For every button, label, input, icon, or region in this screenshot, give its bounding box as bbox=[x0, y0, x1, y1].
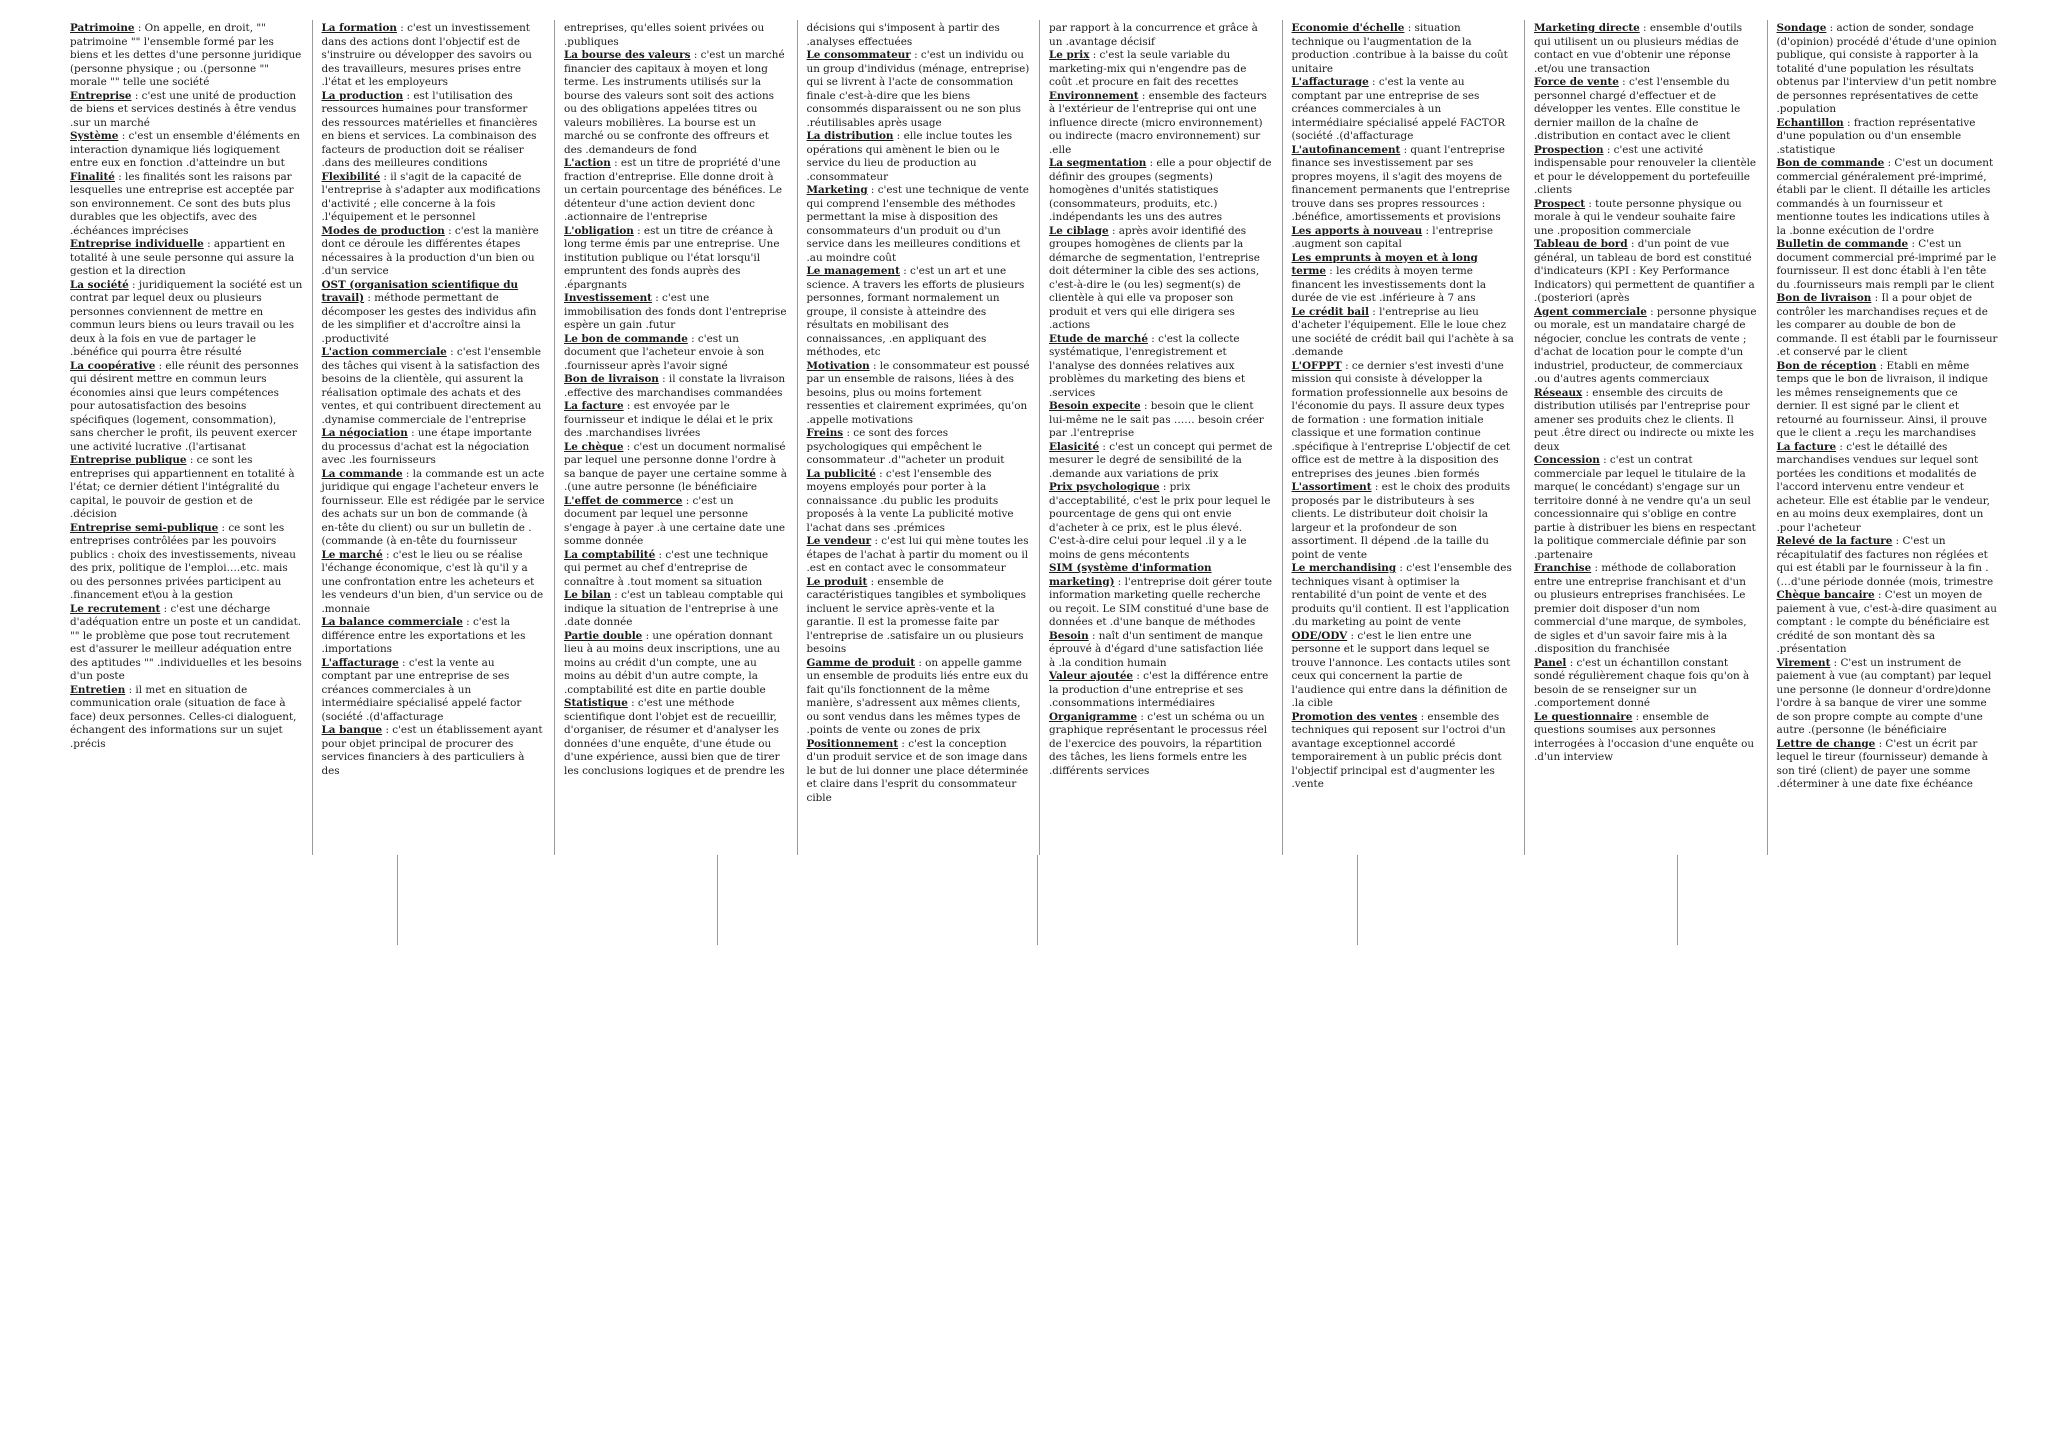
glossary-definition: : c'est un marché financier des capitaux à moyen et long terme. Les instruments utilisés sur la bourse des valeurs sont soit des actions ou des obligations appelées titres ou valeurs mobilières. La bourse est un marché ou se confronte des offreurs et des .demandeurs de fond bbox=[564, 49, 785, 156]
glossary-entry bbox=[1777, 22, 2002, 117]
glossary-entry bbox=[1049, 441, 1273, 482]
glossary-column bbox=[1040, 20, 1283, 855]
glossary-term: La société bbox=[70, 278, 129, 291]
glossary-term: Agent commerciale bbox=[1534, 305, 1647, 318]
glossary-definition: : après avoir identifié des groupes homogènes de clients par la démarche de segmentation, l'entreprise doit déterminer la cible des ses actions, c'est-à-dire le (ou les) segment(s) de clientèle à qui elle va proposer son produit et vers qui elle dirigera ses .actions bbox=[1049, 224, 1260, 331]
glossary-entry bbox=[1049, 670, 1273, 711]
glossary-definition: : c'est un ensemble d'éléments en interaction dynamique liés logiquement entre eux en fonction .d'atteindre un but bbox=[70, 130, 300, 169]
glossary-definition: : ensemble de caractéristiques tangibles et symboliques incluent le service après-vente et la garantie. Il est la promesse faite par l'entreprise de .satisfaire un ou plusieurs besoins bbox=[806, 575, 1026, 655]
glossary-entry bbox=[564, 333, 788, 374]
glossary-term: Le produit bbox=[806, 575, 868, 588]
glossary-definition: : c'est la conception d'un produit service et de son image dans le but de lui donner une place déterminée et claire dans l'esprit du consommateur cible bbox=[806, 737, 1029, 804]
glossary-term: Economie d'échelle bbox=[1291, 22, 1405, 34]
glossary-entry bbox=[1777, 238, 2002, 292]
glossary-definition: : Etabli en même temps que le bon de livraison, il indique les mêmes renseignements que ce dernier. Il est signé par le client et retourné au fournisseur. Ainsi, il prouve que le client a .reçu les marchandises bbox=[1776, 359, 1988, 439]
glossary-definition: : c'est la manière dont ce déroule les différentes étapes nécessaires à la production d'un bien ou .d'un service bbox=[321, 224, 539, 277]
glossary-term: ODE/ODV bbox=[1291, 629, 1348, 642]
glossary-entry bbox=[564, 22, 788, 49]
glossary-term: Les emprunts à moyen et à long terme bbox=[1291, 251, 1478, 277]
glossary-definition: : c'est l'ensemble du personnel chargé d'effectuer et de développer les ventes. Elle constitue le dernier maillon de la chaîne de .distribution en contact avec le client bbox=[1534, 76, 1741, 142]
glossary-term: Le management bbox=[806, 265, 900, 277]
glossary-entry bbox=[322, 346, 546, 427]
glossary-definition: : ensemble des facteurs à l'extérieur de l'entreprise qui ont une influence directe (micro environnement) ou indirecte (macro environnement) sur .elle bbox=[1049, 89, 1267, 156]
glossary-definition: : c'est le lien entre une personne et le support dans lequel se trouve l'annonce. Les contacts utiles sont ceux qui concernent la partie de l'audience qui entre dans la définition de .la cible bbox=[1291, 629, 1511, 709]
glossary-definition: : l'entreprise .augment son capital bbox=[1291, 224, 1493, 250]
glossary-definition: : c'est une unité de production de biens et services destinés à être vendus .sur un marché bbox=[70, 89, 297, 129]
glossary-definition: : c'est un échantillon constant sondé régulièrement chaque fois qu'on à besoin de se renseigner sur un .comportement donné bbox=[1534, 656, 1750, 709]
glossary-term: SIM (système d'information marketing) bbox=[1049, 562, 1212, 588]
divider-line bbox=[397, 855, 398, 945]
glossary-entry bbox=[1534, 454, 1758, 562]
glossary-definition: : personne physique ou morale, est un mandataire chargé de négocier, conclue les contrats de vente ; d'achat de location pour le compte d'un industriel, producteur, de commerciaux .ou d'autres agents commerciaux bbox=[1534, 305, 1757, 385]
glossary-entry bbox=[564, 495, 788, 549]
glossary-term: Concession bbox=[1534, 454, 1600, 466]
glossary-entry bbox=[564, 441, 788, 495]
glossary-entry bbox=[807, 738, 1031, 806]
glossary-term: La comptabilité bbox=[564, 548, 656, 561]
glossary-term: Elasicité bbox=[1049, 440, 1100, 453]
glossary-entry bbox=[807, 130, 1031, 184]
glossary-definition: : ce sont des forces psychologiques qui empêchent le consommateur .d'"acheter un produit bbox=[806, 427, 1005, 466]
glossary-term: Panel bbox=[1534, 656, 1567, 669]
glossary-column bbox=[70, 20, 313, 855]
glossary-entry bbox=[70, 684, 303, 752]
glossary-term: Etude de marché bbox=[1049, 332, 1148, 345]
glossary-definition: : C'est un document commercial généralement pré-imprimé, établi par le client. Il détaille les articles commandés à un fournisseur et mentionne toutes les indications utiles à la .bonne exécution de l'ordre bbox=[1776, 157, 1994, 237]
glossary-term: Motivation bbox=[806, 359, 870, 372]
glossary-term: Le consommateur bbox=[806, 49, 911, 61]
glossary-definition: : ensemble d'outils qui utilisent un ou plusieurs médias de contact en vue d'obtenir une réponse .et/ou une transaction bbox=[1534, 22, 1743, 75]
glossary-entry bbox=[70, 360, 303, 455]
glossary-entry bbox=[1777, 589, 2002, 657]
glossary-column bbox=[555, 20, 798, 855]
glossary-term: Le questionnaire bbox=[1534, 710, 1633, 723]
glossary-definition: : l'entreprise au lieu d'acheter l'équipement. Elle le loue chez une société de crédit bail qui l'achète à sa .demande bbox=[1291, 305, 1514, 358]
glossary-entry bbox=[1049, 481, 1273, 562]
glossary-term: Entreprise bbox=[70, 89, 132, 102]
glossary-entry bbox=[1049, 711, 1273, 779]
glossary-definition: : est le choix des produits proposés par le distributeurs à ses clients. Le distributeur doit choisir la largeur et la profondeur de son assortiment. Il dépend .de la taille du point de vente bbox=[1291, 481, 1511, 561]
glossary-definition: : il constate la livraison .effective des marchandises commandées bbox=[564, 373, 786, 399]
glossary-definition: : les crédits à moyen terme financent les investissements dont la durée de vie est .inférieure à 7 ans bbox=[1291, 265, 1487, 304]
glossary-definition: : il s'agit de la capacité de l'entreprise à s'adapter aux modifications d'activité ; elle concerne à la fois .l'équipement et le personnel bbox=[321, 170, 541, 223]
glossary-term: La commande bbox=[321, 467, 403, 480]
glossary-term: L'affacturage bbox=[321, 656, 399, 669]
glossary-entry bbox=[807, 49, 1031, 130]
glossary-definition: : c'est une technique qui permet au chef d'entreprise de connaître à .tout moment sa situation bbox=[564, 548, 769, 588]
glossary-entry bbox=[1049, 157, 1273, 225]
glossary-entry bbox=[564, 49, 788, 157]
glossary-entry bbox=[564, 400, 788, 441]
glossary-term: L'action bbox=[564, 157, 611, 169]
glossary-term: La facture bbox=[564, 400, 624, 412]
glossary-definition: : est un titre de propriété d'une fraction d'entreprise. Elle donne droit à un certain pourcentage des bénéfices. Le détenteur d'une action devient donc .actionnaire de l'entreprise bbox=[564, 157, 782, 223]
glossary-column bbox=[1768, 20, 2011, 855]
glossary-entry bbox=[1777, 157, 2002, 238]
glossary-term: Le ciblage bbox=[1049, 224, 1109, 237]
glossary-entry bbox=[564, 157, 788, 225]
glossary-definition: : c'est lui qui mène toutes les étapes de l'achat à partir du moment ou il .est en contact avec le consommateur bbox=[806, 535, 1029, 574]
glossary-term: Les apports à nouveau bbox=[1291, 224, 1423, 237]
glossary-term: Investissement bbox=[564, 292, 652, 304]
glossary-entry bbox=[322, 22, 546, 90]
glossary-term: Freins bbox=[806, 427, 844, 439]
glossary-term: Patrimoine bbox=[70, 22, 135, 34]
glossary-definition: : toute personne physique ou morale à qui le vendeur souhaite faire une .proposition commerciale bbox=[1534, 197, 1742, 237]
glossary-term: Besoin expecite bbox=[1049, 400, 1141, 412]
glossary-definition: : c'est un établissement ayant pour objet principal de procurer des services financiers à des particuliers à des bbox=[321, 724, 543, 777]
glossary-definition: : est un titre de créance à long terme émis par une entreprise. Une institution publique ou l'état lorsqu'il empruntent des fonds auprès des .épargnants bbox=[564, 224, 780, 291]
glossary-sheet bbox=[70, 20, 2010, 855]
glossary-entry bbox=[564, 589, 788, 630]
glossary-term: Entreprise semi-publique bbox=[70, 521, 219, 534]
glossary-term: Marketing bbox=[806, 184, 868, 196]
glossary-entry bbox=[807, 657, 1031, 738]
glossary-term: La formation bbox=[321, 22, 397, 34]
glossary-definition: : la commande est un acte juridique qui engage l'acheteur envers le fournisseur. Elle est rédigée par le service des achats sur un bon de commande (à en-tête du client) ou sur un bulletin de .(commande (à en-tête du fournisseur bbox=[321, 467, 545, 547]
glossary-entry bbox=[70, 603, 303, 684]
glossary-entry bbox=[322, 427, 546, 468]
glossary-entry bbox=[1049, 630, 1273, 671]
glossary-definition: : c'est l'ensemble des moyens employés pour porter à la connaissance .du public les produits proposés à la vente La publicité motive l'achat dans ses .prémices bbox=[806, 467, 1014, 534]
glossary-term: Prix psychologique bbox=[1049, 481, 1160, 493]
glossary-term: Le marché bbox=[321, 548, 383, 561]
glossary-definition: : ce sont les entreprises qui appartiennent en totalité à l'état; ce dernier détient l'intégralité du capital, le pouvoir de gestion et de .décision bbox=[70, 454, 295, 520]
glossary-term: Le bilan bbox=[564, 589, 611, 601]
glossary-term: La facture bbox=[1776, 440, 1837, 453]
glossary-term: La banque bbox=[321, 724, 383, 736]
glossary-definition: : Il a pour objet de contrôler les marchandises reçues et de les comparer au double de bon de commande. Il est établi par le fournisseur .et conservé par le client bbox=[1776, 292, 1998, 358]
glossary-term: Système bbox=[70, 130, 119, 142]
glossary-definition: : c'est une activité indispensable pour renouveler la clientèle et pour le développement du portefeuille .clients bbox=[1534, 143, 1757, 196]
glossary-entry bbox=[70, 22, 303, 90]
glossary-term: Valeur ajoutée bbox=[1049, 670, 1134, 682]
glossary-definition: : c'est un tableau comptable qui indique la situation de l'entreprise à une .date donnée bbox=[564, 589, 784, 628]
glossary-entry bbox=[1049, 333, 1273, 401]
glossary-term: Le crédit bail bbox=[1291, 305, 1369, 318]
glossary-definition: : elle a pour objectif de définir des groupes (segments) homogènes d'unités statistiques (consommateurs, produits, etc.) .indépendants les uns des autres bbox=[1049, 157, 1272, 223]
glossary-entry bbox=[322, 225, 546, 279]
glossary-entry bbox=[564, 697, 788, 778]
glossary-term: Echantillon bbox=[1776, 116, 1844, 129]
glossary-entry bbox=[1292, 481, 1516, 562]
glossary-term: OST (organisation scientifique du travail) bbox=[321, 278, 519, 304]
glossary-term: Besoin bbox=[1049, 629, 1089, 642]
glossary-entry bbox=[564, 549, 788, 590]
glossary-term: La négociation bbox=[321, 427, 408, 439]
glossary-entry bbox=[322, 171, 546, 225]
glossary-entry bbox=[564, 373, 788, 400]
glossary-definition: : ensemble des techniques qui reposent sur l'octroi d'un avantage exceptionnel accordé temporairement à un public précis dont l'objectif principal est d'augmenter les .vente bbox=[1291, 710, 1506, 790]
glossary-entry bbox=[1534, 22, 1758, 76]
glossary-entry bbox=[70, 279, 303, 360]
glossary-definition: : ce sont les entreprises contrôlées par les pouvoirs publics : choix des investissements, niveau des prix, politique de l'emploi….etc. mais ou des personnes privées participent au .financement et\ou à la gestion bbox=[70, 521, 296, 601]
glossary-term: Réseaux bbox=[1534, 386, 1583, 399]
glossary-entry bbox=[807, 22, 1031, 49]
divider-line bbox=[1037, 855, 1038, 945]
glossary-definition: : le consommateur est poussé par un ensemble de raisons, liées à des besoins, plus ou moins fortement ressenties et clairement exprimées, qu'on .appelle motivations bbox=[806, 359, 1030, 426]
glossary-definition: : est l'utilisation des ressources humaines pour transformer des ressources matérielles et financières en biens et services. La combinaison des facteurs de production doit se réaliser .dans des meilleures conditions bbox=[321, 89, 538, 169]
glossary-definition: par rapport à la concurrence et grâce à un .avantage décisif bbox=[1049, 22, 1258, 48]
divider-line bbox=[1357, 855, 1358, 945]
glossary-entry bbox=[1292, 252, 1516, 306]
glossary-entry bbox=[1292, 76, 1516, 144]
glossary-definition: : C'est un instrument de paiement à vue (au comptant) par lequel une personne (le donneur d'ordre)donne l'ordre à sa banque de virer une somme de son propre compte au compte d'une autre .(personne (le bénéficiaire bbox=[1776, 656, 1992, 736]
glossary-entry bbox=[564, 292, 788, 333]
glossary-definition: : C'est un écrit par lequel le tireur (fournisseur) demande à son tiré (client) de payer une somme .déterminer à une date fixe échéance bbox=[1776, 737, 1988, 790]
glossary-entry bbox=[322, 724, 546, 778]
glossary-term: Promotion des ventes bbox=[1291, 710, 1418, 723]
glossary-definition: : c'est une immobilisation des fonds dont l'entreprise espère un gain .futur bbox=[564, 292, 787, 331]
glossary-entry bbox=[564, 225, 788, 293]
glossary-definition: : c'est un contrat commerciale par lequel le titulaire de la marque( le concédant) s'engage sur un territoire donné à ne vendre qu'a un seul concessionnaire qui s'oblige en contre partie à distribuer les biens en respectant la politique commerciale définie par son .partenaire bbox=[1534, 454, 1756, 561]
glossary-term: Flexibilité bbox=[321, 170, 381, 183]
glossary-term: L'OFPPT bbox=[1291, 359, 1342, 372]
glossary-definition: : elle réunit des personnes qui désirent mettre en commun leurs économies ainsi que leurs compétences pour autosatisfaction des besoins spécifiques (logement, consommation), sans chercher le profit, ils peuvent exercer une activité lucrative .(l'artisanat bbox=[70, 359, 299, 453]
glossary-definition: : l'entreprise doit gérer toute information marketing quelle recherche ou reçoit. Le SIM constitué d'une base de données et .d'une banque de méthodes bbox=[1049, 575, 1272, 628]
glossary-definition: : c'est un investissement dans des actions dont l'objectif est de s'instruire ou développer des savoirs ou des travailleurs, mesures prises entre .l'état et les employeurs bbox=[321, 22, 532, 88]
glossary-term: Relevé de la facture bbox=[1776, 535, 1893, 547]
glossary-definition: : On appelle, en droit, "" patrimoine "" l'ensemble formé par les biens et les dettes d'une personne juridique (personne physique ; ou .(personne "" morale "" telle une société bbox=[70, 22, 302, 88]
glossary-term: Marketing directe bbox=[1534, 22, 1640, 34]
glossary-entry bbox=[1534, 306, 1758, 387]
glossary-entry bbox=[807, 184, 1031, 265]
glossary-definition: : c'est le détaillé des marchandises vendues sur lequel sont portées les conditions et modalités de l'accord intervenu entre vendeur et acheteur. Elle est établie par le vendeur, en au moins deux exemplaires, dont un .pour l'acheteur bbox=[1776, 440, 1990, 534]
glossary-definition: : c'est la différence entre les exportations et les .importations bbox=[321, 616, 526, 655]
glossary-term: Bon de commande bbox=[1776, 157, 1885, 169]
glossary-entry bbox=[1534, 711, 1758, 765]
glossary-definition: : les finalités sont les raisons par lesquelles une entreprise est acceptée par son environnement. Ce sont des buts plus durables que les objectifs, avec des .échéances imprécises bbox=[70, 170, 294, 237]
glossary-definition: : c'est la seule variable du marketing-mix qui n'engendre pas de coût .et procure en fait des recettes bbox=[1049, 49, 1247, 88]
glossary-definition: : prix d'acceptabilité, c'est le prix pour lequel le pourcentage de gens qui ont envie d'acheter à ce prix, est le plus élevé. C'est-à-dire celui pour lequel .il y a le moins de gens mécontents bbox=[1049, 481, 1271, 561]
glossary-entry bbox=[1292, 630, 1516, 711]
glossary-entry bbox=[1777, 441, 2002, 536]
glossary-term: Le vendeur bbox=[806, 535, 872, 547]
glossary-entry bbox=[1777, 657, 2002, 738]
glossary-definition: : c'est la vente au comptant par une entreprise de ses créances commerciales à un intermédiaire spécialisé appelé factor (société .(d'affacturage bbox=[321, 656, 522, 723]
glossary-term: Prospection bbox=[1534, 143, 1604, 156]
glossary-term: Modes de production bbox=[321, 224, 445, 237]
glossary-definition: : C'est un récapitulatif des factures non réglées et qui est établi par le fournisseur à la fin .(…d'une période donnée (mois, trimestre bbox=[1776, 535, 1994, 588]
glossary-definition: : une opération donnant lieu à au moins deux inscriptions, une au moins au crédit d'un compte, une au moins au débit d'un autre compte, la .comptabilité est dite en partie double bbox=[564, 629, 781, 696]
glossary-definition: : c'est un document par lequel une personne s'engage à payer .à une certaine date une somme donnée bbox=[564, 494, 786, 547]
lower-divider-lines bbox=[0, 855, 2048, 945]
glossary-definition: : méthode de collaboration entre une entreprise franchisant et d'un ou plusieurs entreprises franchisées. Le premier doit disposer d'un nom commercial d'une marque, de symboles, de sigles et d'un savoir faire mis à la .disposition du franchisée bbox=[1534, 562, 1747, 655]
glossary-entry bbox=[1049, 49, 1273, 90]
glossary-definition: : action de sonder, sondage (d'opinion) procédé d'étude d'une opinion publique, qui consiste à rapporter à la totalité d'une population les résultats obtenus par l'interview d'un petit nombre de personnes représentatives de cette .population bbox=[1776, 22, 1997, 115]
glossary-column bbox=[1525, 20, 1768, 855]
glossary-definition: : c'est un schéma ou un graphique représentant le processus réel de l'exercice des pouvoirs, la répartition des tâches, les liens formels entre les .différents services bbox=[1049, 710, 1268, 777]
glossary-entry bbox=[1777, 360, 2002, 441]
glossary-definition: : fraction représentative d'une population ou d'un ensemble .statistique bbox=[1776, 116, 1976, 156]
glossary-definition: : c'est la différence entre la production d'une entreprise et ses .consommations intermédiaires bbox=[1049, 670, 1269, 709]
glossary-definition: : situation technique ou l'augmentation de la production .contribue à la baisse du coût unitaire bbox=[1291, 22, 1508, 75]
glossary-term: La publicité bbox=[806, 467, 876, 480]
glossary-definition: : c'est une méthode scientifique dont l'objet est de recueillir, d'organiser, de résumer et d'analyser les données d'une enquête, d'une étude ou d'une expérience, aussi bien que de tirer les conclusions logiques et de prendre les bbox=[564, 697, 785, 777]
glossary-definition: : c'est un art et une science. A travers les efforts de plusieurs personnes, formant normalement un groupe, il consiste à atteindre des résultats en mobilisant des connaissances, .en appliquant des méthodes, etc bbox=[806, 265, 1025, 358]
glossary-entry bbox=[1534, 657, 1758, 711]
glossary-entry bbox=[1049, 90, 1273, 158]
glossary-term: Bon de livraison bbox=[1776, 292, 1872, 304]
glossary-definition: : c'est un document que l'acheteur envoie à son .fournisseur après l'avoir signé bbox=[564, 332, 765, 372]
glossary-entry bbox=[1777, 738, 2002, 792]
glossary-term: Virement bbox=[1776, 656, 1831, 669]
glossary-term: Entreprise publique bbox=[70, 454, 187, 466]
glossary-definition: : c'est l'ensemble des techniques visant à optimiser la rentabilité d'un point de vente et des produits qu'il contient. Il est l'application .du marketing au point de vente bbox=[1291, 562, 1512, 628]
glossary-entry bbox=[70, 130, 303, 171]
glossary-definition: entreprises, qu'elles soient privées ou .publiques bbox=[564, 22, 765, 48]
glossary-definition: : d'un point de vue général, un tableau de bord est constitué d'indicateurs (KPI : Key Performance Indicators) qui permettent de quantifier a .(posteriori (après bbox=[1534, 238, 1755, 304]
glossary-definition: décisions qui s'imposent à partir des .analyses effectuées bbox=[806, 22, 1000, 48]
glossary-definition: : il met en situation de communication orale (situation de face à face) deux personnes. Celles-ci dialoguent, échangent des informations sur un sujet .précis bbox=[70, 683, 297, 750]
glossary-entry bbox=[807, 468, 1031, 536]
glossary-term: Entreprise individuelle bbox=[70, 238, 204, 250]
glossary-entry bbox=[70, 171, 303, 239]
glossary-entry bbox=[1049, 22, 1273, 49]
glossary-term: Lettre de change bbox=[1776, 737, 1876, 750]
glossary-term: Finalité bbox=[70, 170, 115, 183]
glossary-entry bbox=[322, 657, 546, 725]
glossary-entry bbox=[322, 279, 546, 347]
glossary-term: Le bon de commande bbox=[564, 332, 688, 345]
glossary-entry bbox=[807, 265, 1031, 360]
glossary-definition: : c'est la collecte systématique, l'enregistrement et l'analyse des données relatives aux problèmes du marketing des biens et .services bbox=[1049, 332, 1246, 399]
glossary-definition: : c'est une technique de vente qui comprend l'ensemble des méthodes permettant la mise à disposition des consommateurs d'un produit ou d'un service dans les meilleures conditions et .au moindre coût bbox=[806, 184, 1029, 264]
glossary-entry bbox=[70, 238, 303, 279]
glossary-term: Gamme de produit bbox=[806, 656, 916, 669]
glossary-entry bbox=[807, 360, 1031, 428]
glossary-entry bbox=[322, 549, 546, 617]
glossary-entry bbox=[322, 616, 546, 657]
glossary-entry bbox=[1292, 306, 1516, 360]
glossary-term: La bourse des valeurs bbox=[564, 49, 691, 61]
glossary-term: L'affacturage bbox=[1291, 76, 1369, 88]
glossary-term: Partie double bbox=[564, 629, 643, 642]
glossary-term: Bulletin de commande bbox=[1776, 238, 1909, 250]
glossary-term: Statistique bbox=[564, 697, 628, 709]
glossary-term: Tableau de bord bbox=[1534, 238, 1628, 250]
glossary-entry bbox=[1292, 225, 1516, 252]
glossary-entry bbox=[1049, 225, 1273, 333]
glossary-entry bbox=[1292, 562, 1516, 630]
glossary-definition: : ce dernier s'est investi d'une mission qui consiste à développer la formation professionnelle aux besoins de l'économie du pays. Il assure deux types de formation : une formation initiale classique et une formation continue .spécifique à l'entreprise L'objectif de cet office est de mettre à la disposition des entreprises des jeunes .bien formés bbox=[1291, 359, 1511, 480]
glossary-entry bbox=[1292, 144, 1516, 225]
glossary-definition: : une étape importante du processus d'achat est la négociation avec .les fournisseurs bbox=[321, 427, 532, 466]
glossary-definition: : naît d'un sentiment de manque éprouvé à d'égard d'une satisfaction liée à .la condition humain bbox=[1049, 629, 1264, 669]
glossary-definition: : juridiquement la société est un contrat par lequel deux ou plusieurs personnes conviennent de mettre en commun leurs biens ou leurs travail ou les deux à la fois en vue de partager le .bénéfice qui pourra être résulté bbox=[70, 278, 303, 358]
glossary-term: L'action commerciale bbox=[321, 346, 447, 358]
glossary-term: La coopérative bbox=[70, 359, 156, 372]
glossary-entry bbox=[1534, 198, 1758, 239]
glossary-entry bbox=[1534, 76, 1758, 144]
glossary-definition: : elle inclue toutes les opérations qui amènent le bien ou le service du lieu de production au .consommateur bbox=[806, 130, 1013, 183]
glossary-definition: : c'est l'ensemble des tâches qui visent à la satisfaction des besoins de la clientèle, qui assurent la réalisation optimale des achats et des ventes, et qui contribuent directement au .dynamise commerciale de l'entreprise bbox=[321, 346, 542, 426]
glossary-definition: : quant l'entreprise finance ses investissement par ses propres moyens, il s'agit des moyens de financement permanents que l'entreprise trouve dans ses propres ressources : .bénéfice, amortissements et provisions bbox=[1291, 143, 1510, 223]
glossary-definition: : est envoyée par le fournisseur et indique le délai et le prix des .marchandises livrées bbox=[564, 400, 773, 439]
glossary-term: Le chèque bbox=[564, 440, 624, 453]
glossary-term: La production bbox=[321, 89, 404, 102]
glossary-term: L'autofinancement bbox=[1291, 143, 1401, 156]
glossary-column bbox=[313, 20, 556, 855]
glossary-definition: : ensemble de questions soumises aux personnes interrogées à l'occasion d'une enquête ou .d'un interview bbox=[1534, 710, 1755, 763]
glossary-entry bbox=[1534, 144, 1758, 198]
glossary-term: Sondage bbox=[1776, 22, 1827, 34]
glossary-definition: : c'est le lieu ou se réalise l'échange économique, c'est là qu'il y a une confrontation entre les acheteurs et les vendeurs d'un bien, d'un service ou de .monnaie bbox=[321, 548, 544, 615]
glossary-definition: : ensemble des circuits de distribution utilisés par l'entreprise pour amener ses produits chez le clients. Il peut .être direct ou indirecte ou mixte les deux bbox=[1534, 386, 1754, 453]
glossary-entry bbox=[1292, 711, 1516, 792]
glossary-term: Le merchandising bbox=[1291, 562, 1397, 574]
glossary-term: Environnement bbox=[1049, 89, 1139, 102]
glossary-definition: : besoin que le client lui-même ne le sait pas …… besoin créer par .l'entreprise bbox=[1049, 400, 1264, 439]
glossary-term: L'effet de commerce bbox=[564, 494, 683, 507]
glossary-definition: : c'est un individu ou un group d'individus (ménage, entreprise) qui se livrent à l'acte de consommation finale c'est-à-dire que les biens consommés disparaissent ou ne son plus .réutilisables après usage bbox=[806, 49, 1030, 129]
glossary-entry bbox=[1292, 360, 1516, 482]
glossary-entry bbox=[1534, 238, 1758, 306]
glossary-term: Franchise bbox=[1534, 562, 1592, 574]
glossary-term: Positionnement bbox=[806, 737, 899, 750]
glossary-column bbox=[798, 20, 1041, 855]
glossary-entry bbox=[564, 630, 788, 698]
glossary-definition: : c'est un concept qui permet de mesurer le degré de sensibilité de la .demande aux variations de prix bbox=[1049, 440, 1273, 480]
glossary-entry bbox=[70, 454, 303, 522]
glossary-entry bbox=[1534, 387, 1758, 455]
glossary-definition: : C'est un moyen de paiement à vue, c'est-à-dire quasiment au comptant : le compte du bénéficiaire est crédité de son montant dès sa .présentation bbox=[1776, 589, 1998, 655]
glossary-definition: : c'est une décharge d'adéquation entre un poste et un candidat. "" le problème que pose tout recrutement est d'assurer le meilleur adéquation entre des aptitudes "" .individuelles et les besoins d'un poste bbox=[70, 602, 302, 682]
glossary-entry bbox=[807, 535, 1031, 576]
glossary-term: Force de vente bbox=[1534, 76, 1619, 88]
glossary-term: Prospect bbox=[1534, 197, 1586, 210]
glossary-entry bbox=[322, 468, 546, 549]
glossary-term: Entretien bbox=[70, 683, 126, 696]
glossary-entry bbox=[807, 427, 1031, 468]
glossary-term: Organigramme bbox=[1049, 710, 1138, 723]
glossary-definition: : méthode permettant de décomposer les gestes des individus afin de les simplifier et d'accroître ainsi la .productivité bbox=[321, 292, 537, 345]
glossary-entry bbox=[1049, 562, 1273, 630]
glossary-entry bbox=[1777, 292, 2002, 360]
glossary-column bbox=[1283, 20, 1526, 855]
glossary-definition: : c'est la vente au comptant par une entreprise de ses créances commerciales à un intermédiaire spécialisé appelé FACTOR (société .(d'affacturage bbox=[1291, 76, 1506, 142]
glossary-entry bbox=[1049, 400, 1273, 441]
glossary-term: L'assortiment bbox=[1291, 481, 1372, 493]
glossary-term: Le prix bbox=[1049, 49, 1090, 61]
glossary-definition: : on appelle gamme un ensemble de produits liés entre eux du fait qu'ils fonctionnent de la même manière, s'adressent aux mêmes clients, ou sont vendus dans les mêmes types de .points de vente ou zones de prix bbox=[806, 656, 1029, 736]
glossary-term: Chèque bancaire bbox=[1776, 589, 1875, 601]
glossary-entry bbox=[1777, 535, 2002, 589]
glossary-entry bbox=[1777, 117, 2002, 158]
glossary-entry bbox=[807, 576, 1031, 657]
glossary-term: Bon de réception bbox=[1776, 359, 1877, 372]
glossary-entry bbox=[322, 90, 546, 171]
glossary-entry bbox=[70, 522, 303, 603]
glossary-definition: : C'est un document commercial pré-imprimé par le fournisseur. Il est donc établi à l'en tête du .fournisseurs mais rempli par le client bbox=[1776, 238, 1997, 291]
glossary-term: La segmentation bbox=[1049, 157, 1147, 169]
glossary-entry bbox=[70, 90, 303, 131]
glossary-definition: : appartient en totalité à une seule personne qui assure la gestion et la direction bbox=[70, 238, 295, 277]
glossary-term: Bon de livraison bbox=[564, 373, 659, 385]
glossary-term: Le recrutement bbox=[70, 602, 161, 615]
glossary-term: L'obligation bbox=[564, 224, 634, 237]
glossary-entry bbox=[1292, 22, 1516, 76]
glossary-term: La balance commerciale bbox=[321, 616, 463, 628]
glossary-definition: : c'est un document normalisé par lequel une personne donne l'ordre à sa banque de payer une certaine somme à .(une autre personne (le bénéficiaire bbox=[564, 440, 787, 493]
glossary-entry bbox=[1534, 562, 1758, 657]
divider-line bbox=[1677, 855, 1678, 945]
glossary-term: La distribution bbox=[806, 130, 894, 142]
divider-line bbox=[717, 855, 718, 945]
